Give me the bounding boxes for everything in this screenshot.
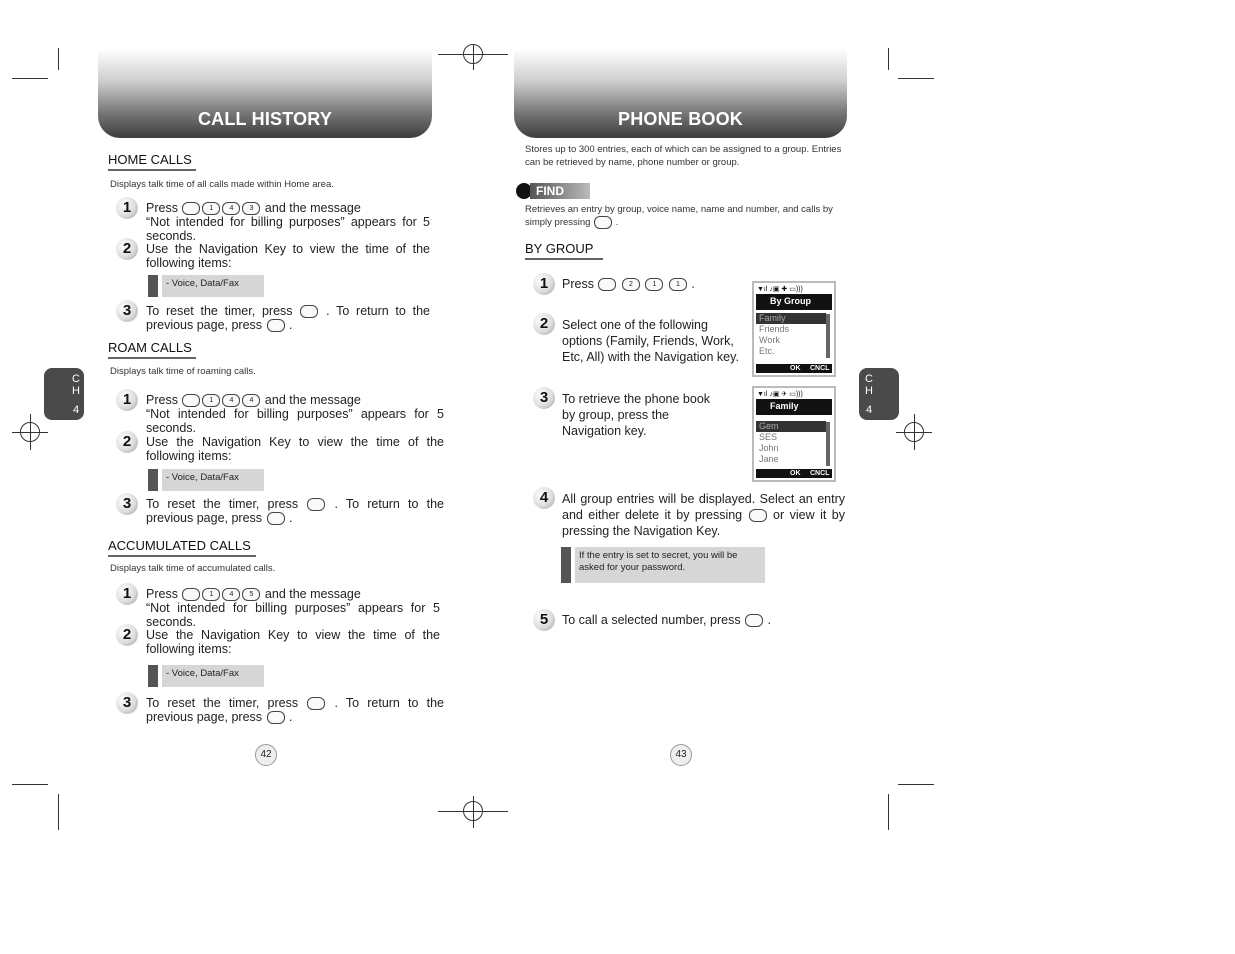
- step-number: 4: [533, 487, 555, 509]
- step-message: “Not intended for billing purposes” appears for 5 seconds.: [146, 601, 440, 630]
- note-bar: [148, 665, 158, 687]
- note-box: [162, 275, 264, 297]
- heading-underline: [108, 169, 196, 171]
- list-item: John: [759, 443, 779, 453]
- crop-mark: [12, 784, 48, 785]
- step-end: .: [691, 277, 695, 291]
- end-key-icon: [307, 697, 325, 710]
- note-text: - Voice, Data/Fax: [166, 278, 239, 289]
- step-number: 3: [116, 493, 138, 515]
- section-title: ACCUMULATED CALLS: [108, 538, 251, 553]
- section-title: ROAM CALLS: [108, 340, 192, 355]
- step-tail: and the message: [264, 393, 361, 407]
- page-number: 42: [255, 744, 277, 766]
- step-text-b: .: [767, 613, 772, 627]
- send-key-icon: [745, 614, 763, 627]
- step-message: “Not intended for billing purposes” appears for 5 seconds.: [146, 407, 444, 436]
- step-number: 2: [116, 238, 138, 260]
- chapter-tab: [859, 368, 899, 420]
- end-key-icon: [598, 278, 616, 291]
- step-text-b: . To return to the previous page, press: [146, 497, 445, 526]
- step-number: 2: [533, 313, 555, 335]
- section-desc: Displays talk time of roaming calls.: [110, 366, 256, 377]
- note-bar: [561, 547, 571, 583]
- list-item: SES: [759, 432, 778, 442]
- page-title: CALL HISTORY: [197, 109, 333, 129]
- key-3-icon: 3: [242, 202, 260, 215]
- step-text: [562, 613, 832, 627]
- call-history-banner: [98, 50, 432, 138]
- crop-mark: [58, 794, 59, 830]
- clear-key-icon: [267, 319, 285, 332]
- status-bar-icon: ▼ıl ♪▣ ✚ ▭))): [757, 286, 803, 293]
- key-2-icon: 2: [622, 278, 640, 291]
- section-desc: Displays talk time of accumulated calls.: [110, 563, 276, 574]
- key-4-icon: 4: [222, 202, 240, 215]
- note-box: [162, 665, 264, 687]
- list-item: Family: [756, 313, 826, 324]
- screen-list: [756, 421, 826, 465]
- registration-mark: [463, 801, 483, 821]
- note-text: If the entry is set to secret, you will be asked for your password.: [579, 550, 738, 573]
- crop-mark: [888, 48, 889, 70]
- step-text: Use the Navigation Key to view the time of the following items:: [146, 628, 440, 656]
- step-tail: and the message: [264, 587, 361, 601]
- tab-letter: H: [72, 385, 80, 397]
- key-1-icon: 1: [202, 588, 220, 601]
- screen-title: Family: [756, 399, 832, 415]
- crop-mark: [12, 78, 48, 79]
- key-1-icon: 1: [202, 394, 220, 407]
- step-text: [146, 304, 430, 332]
- step-text: To retrieve the phone book by group, press the Navigation key.: [562, 392, 711, 438]
- softkey-cncl: CNCL: [810, 365, 830, 372]
- step-text: [146, 587, 440, 629]
- status-bar-icon: ▼ıl ♪▣ ✈ ▭))): [757, 391, 803, 398]
- find-desc-text: Retrieves an entry by group, voice name, name and number, and calls by simply pressing: [525, 204, 833, 229]
- registration-mark: [904, 422, 924, 442]
- section-heading: [108, 538, 251, 553]
- step-text: [562, 491, 845, 539]
- step-text: Select one of the following options (Family, Friends, Work, Etc, All) with the Navigation key.: [562, 318, 739, 364]
- list-item: Etc.: [759, 346, 775, 356]
- note-text: - Voice, Data/Fax: [166, 472, 239, 483]
- note-box: [575, 547, 765, 583]
- find-desc-end: .: [615, 217, 619, 229]
- step-text-a: To reset the timer, press: [146, 304, 293, 318]
- tab-letter: H: [865, 385, 873, 397]
- phone-screen-family: [752, 386, 836, 482]
- step-text-a: To reset the timer, press: [146, 696, 299, 710]
- step-text: [146, 201, 430, 243]
- step-text: Use the Navigation Key to view the time of the following items:: [146, 435, 444, 463]
- find-desc: [525, 203, 835, 229]
- step-text-b: or view it by pressing the Navigation Key.: [562, 508, 845, 538]
- step-tail: and the message: [264, 201, 361, 215]
- section-heading: [108, 152, 192, 167]
- registration-mark: [20, 422, 40, 442]
- step-text-a: All group entries will be displayed. Select an entry and either delete it by pressing: [562, 492, 845, 522]
- list-item: Jane: [759, 454, 779, 464]
- press-label: Press: [146, 393, 178, 407]
- softkey-ok: OK: [790, 470, 801, 477]
- end-key-icon: [300, 305, 318, 318]
- screen-title: By Group: [756, 294, 832, 310]
- softkey-cncl: CNCL: [810, 470, 830, 477]
- press-label: Press: [146, 587, 178, 601]
- soft-keys: [756, 364, 832, 373]
- page-number: 43: [670, 744, 692, 766]
- note-bar: [148, 275, 158, 297]
- step-text: [146, 696, 444, 724]
- list-item: Gem: [756, 421, 826, 432]
- softkey-ok: OK: [790, 365, 801, 372]
- section-heading: [525, 241, 593, 256]
- crop-mark: [898, 78, 934, 79]
- heading-underline: [525, 258, 603, 260]
- chapter-tab: [44, 368, 84, 420]
- heading-underline: [108, 555, 256, 557]
- section-desc: Displays talk time of all calls made within Home area.: [110, 179, 334, 190]
- key-4-icon: 4: [222, 588, 240, 601]
- step-number: 1: [116, 197, 138, 219]
- soft-keys: [756, 469, 832, 478]
- page-title: PHONE BOOK: [617, 109, 743, 129]
- end-key-icon: [182, 202, 200, 215]
- note-text: - Voice, Data/Fax: [166, 668, 239, 679]
- key-1-icon: 1: [669, 278, 687, 291]
- crop-mark: [888, 794, 889, 830]
- step-text-b: . To return to the previous page, press: [146, 696, 445, 725]
- key-4-icon: 4: [242, 394, 260, 407]
- section-heading: [108, 340, 192, 355]
- step-number: 1: [533, 273, 555, 295]
- section-title: BY GROUP: [525, 241, 594, 256]
- key-1-icon: 1: [202, 202, 220, 215]
- clear-key-icon: [267, 711, 285, 724]
- step-number: 3: [116, 300, 138, 322]
- tab-number: 4: [866, 404, 873, 416]
- list-item: Friends: [759, 324, 790, 334]
- end-key-icon: [182, 394, 200, 407]
- step-text-a: To reset the timer, press: [146, 497, 299, 511]
- end-key-icon: [749, 509, 767, 522]
- step-number: 3: [116, 692, 138, 714]
- crop-mark: [898, 784, 934, 785]
- key-1-icon: 1: [645, 278, 663, 291]
- step-text: [146, 393, 444, 435]
- tab-letter: C: [865, 373, 873, 385]
- key-5-icon: 5: [242, 588, 260, 601]
- step-number: 1: [116, 389, 138, 411]
- step-number: 2: [116, 624, 138, 646]
- scrollbar: [826, 314, 830, 358]
- step-text-c: .: [289, 318, 293, 333]
- note-bar: [148, 469, 158, 491]
- registration-mark: [463, 44, 483, 64]
- end-key-icon: [182, 588, 200, 601]
- step-text-b: . To return to the previous page, press: [146, 304, 430, 333]
- phone-book-banner: [514, 50, 847, 138]
- send-key-icon: [594, 216, 612, 229]
- step-number: 3: [533, 387, 555, 409]
- step-number: 2: [116, 431, 138, 453]
- step-text-c: .: [289, 710, 293, 725]
- heading-underline: [108, 357, 196, 359]
- note-box: [162, 469, 264, 491]
- key-4-icon: 4: [222, 394, 240, 407]
- tab-number: 4: [73, 404, 80, 416]
- step-text: [146, 497, 444, 525]
- crop-mark: [58, 48, 59, 70]
- find-label: FIND: [530, 183, 590, 199]
- press-label: Press: [562, 277, 594, 291]
- screen-list: [756, 313, 826, 357]
- phone-screen-by-group: [752, 281, 836, 377]
- intro-text: Stores up to 300 entries, each of which can be assigned to a group. Entries can be retrieved by name, phone number or group.: [525, 144, 842, 168]
- scrollbar: [826, 422, 830, 466]
- step-number: 1: [116, 583, 138, 605]
- step-text-a: To call a selected number, press: [562, 613, 741, 627]
- step-number: 5: [533, 609, 555, 631]
- step-message: “Not intended for billing purposes” appears for 5 seconds.: [146, 215, 430, 244]
- section-title: HOME CALLS: [108, 152, 192, 167]
- tab-letter: C: [72, 373, 80, 385]
- end-key-icon: [307, 498, 325, 511]
- press-label: Press: [146, 201, 178, 215]
- step-text-c: .: [289, 511, 293, 526]
- step-text: Use the Navigation Key to view the time of the following items:: [146, 242, 430, 270]
- step-text: [562, 277, 742, 291]
- clear-key-icon: [267, 512, 285, 525]
- list-item: Work: [759, 335, 780, 345]
